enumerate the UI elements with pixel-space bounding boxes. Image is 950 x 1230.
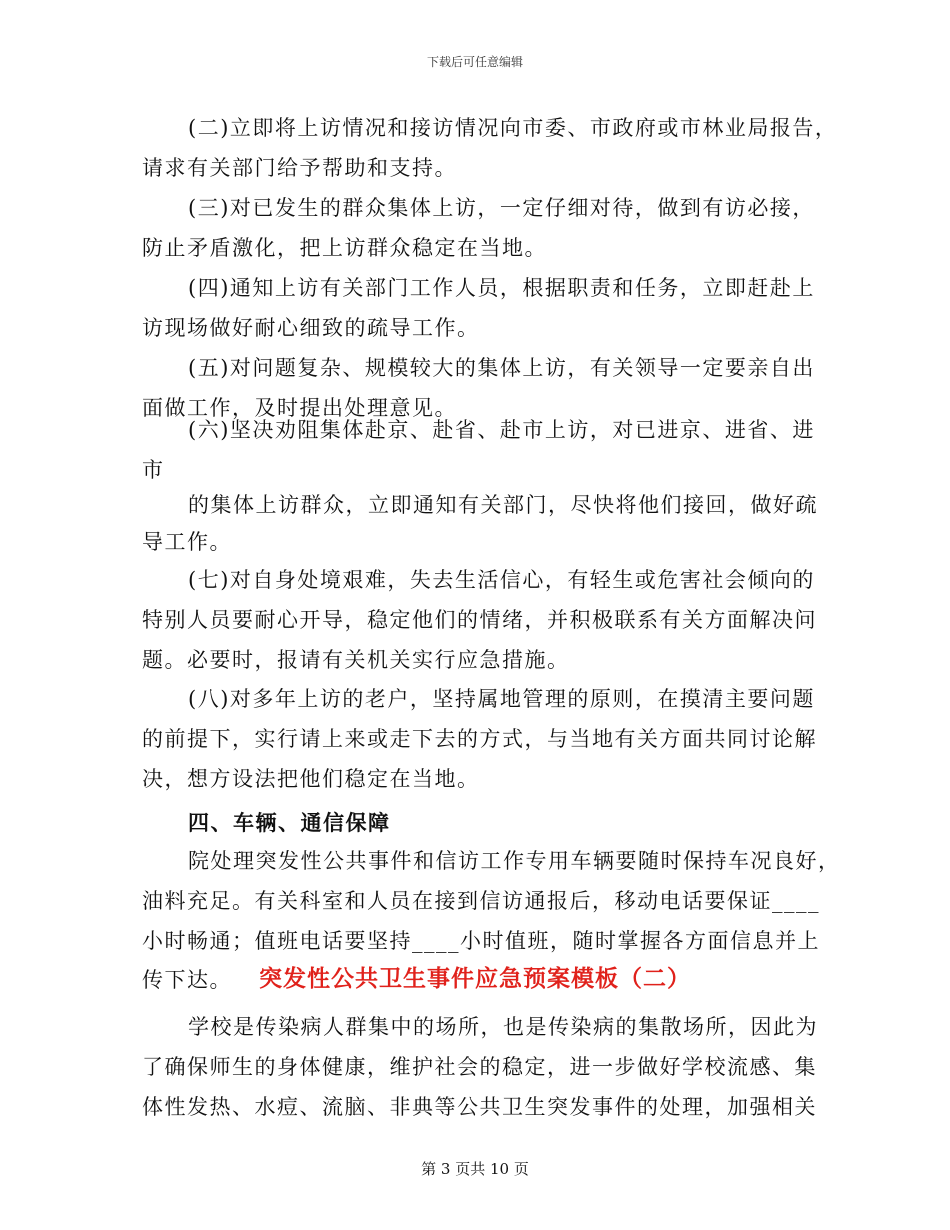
paragraph-line: (六)坚决劝阻集体赴京、赴省、赴市上访，对已进京、进省、进 [188,418,815,442]
paragraph-line: (三)对已发生的群众集体上访，一定仔细对待，做到有访必接， [188,196,815,220]
paragraph-line: (七)对自身处境艰难，失去生活信心，有轻生或危害社会倾向的 [188,568,815,592]
page-footer: 第 3 页共 10 页 [421,1160,529,1178]
paragraph-line: 的集体上访群众，立即通知有关部门，尽快将他们接回，做好疏 [188,493,818,517]
paragraph-line: 院处理突发性公共事件和信访工作专用车辆要随时保持车况良好， [188,849,841,873]
paragraph-line: 防止矛盾激化，把上访群众稳定在当地。 [142,236,547,260]
paragraph-line: 决，想方设法把他们稳定在当地。 [142,767,480,791]
paragraph-line: (二)立即将上访情况和接访情况向市委、市政府或市林业局报告， [188,116,838,140]
paragraph-line: 小时畅通；值班电话要坚持____小时值班，随时掌握各方面信息并上 [142,929,820,953]
paragraph-line: 特别人员要耐心开导，稳定他们的情绪，并积极联系有关方面解决问 [142,608,817,632]
paragraph-line: 学校是传染病人群集中的场所，也是传染病的集散场所，因此为 [188,1015,818,1039]
paragraph-line: 体性发热、水痘、流脑、非典等公共卫生突发事件的处理，加强相关 [142,1095,817,1119]
paragraph-line: 导工作。 [142,530,232,554]
section-title: 突发性公共卫生事件应急预案模板（二） [259,965,691,992]
section-heading: 四、车辆、通信保障 [188,810,391,835]
paragraph-line: 油料充足。有关科室和人员在接到信访通报后，移动电话要保证____ [142,889,820,913]
paragraph-line: 题。必要时，报请有关机关实行应急措施。 [142,648,570,672]
paragraph-line: 市 [142,458,165,482]
paragraph-line: 传下达。 [142,968,232,992]
paragraph-line: (八)对多年上访的老户，坚持属地管理的原则，在摸清主要问题 [188,687,815,711]
paragraph-line: (五)对问题复杂、规模较大的集体上访，有关领导一定要亲自出 [188,356,815,380]
page-header: 下载后可任意编辑 [426,55,523,69]
paragraph-line: 请求有关部门给予帮助和支持。 [142,156,457,180]
paragraph-line: 了确保师生的身体健康，维护社会的稳定，进一步做好学校流感、集 [142,1055,817,1079]
paragraph-line: 的前提下，实行请上来或走下去的方式，与当地有关方面共同讨论解 [142,727,817,751]
paragraph-line: 访现场做好耐心细致的疏导工作。 [142,316,480,340]
paragraph-line: (四)通知上访有关部门工作人员，根据职责和任务，立即赶赴上 [188,276,815,300]
paragraph-line: 面做工作，及时提出处理意见。 [142,396,457,420]
